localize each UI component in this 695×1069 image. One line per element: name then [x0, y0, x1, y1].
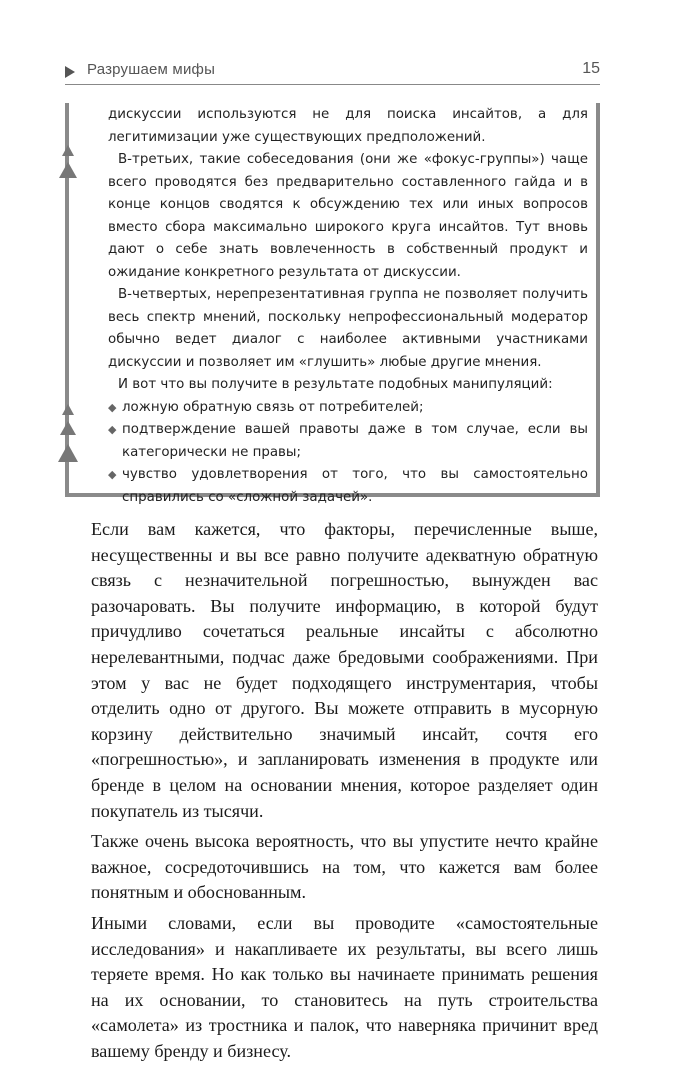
main-body-text	[91, 517, 598, 1069]
diamond-bullet-icon: ◆	[108, 400, 117, 414]
list-item	[108, 397, 588, 420]
box-paragraph: В-четвертых, нерепрезентативная группа не позволяет получить весь спектр мнений, поскольку непрофессиональный модератор обычно ведет диалог с наиболее активными участниками дискуссии и позволяет им «глушить» любые другие мнения.	[108, 287, 588, 370]
box-paragraph: И вот что вы получите в результате подобных манипуляций:	[118, 377, 553, 392]
triangle-icon	[62, 145, 74, 156]
box-paragraph: В-третьих, такие собеседования (они же «фокус-группы») чаще всего проводятся без предварительно составленного гайда и в конце концов сводятся к обсуждению тех или иных вопросов вместо сбора максимально широкого круга инсайтов. Тут вновь дают о себе знать вовлеченность в собственный продукт и ожидание конкретного результата от дискуссии.	[108, 152, 588, 280]
triangle-icon	[62, 404, 74, 415]
running-header	[65, 58, 600, 88]
box-bullet-list	[108, 397, 588, 510]
list-item-text: чувство удовлетворения от того, что вы самостоятельно справились со «сложной задачей».	[122, 467, 588, 505]
triangle-icon	[60, 421, 76, 435]
box-paragraph: дискуссии используются не для поиска инсайтов, а для легитимизации уже существующих предположений.	[108, 107, 588, 145]
list-item	[108, 464, 588, 509]
diamond-bullet-icon: ◆	[108, 468, 117, 481]
triangle-icon	[59, 162, 77, 178]
list-item-text: ложную обратную связь от потребителей;	[122, 399, 424, 415]
diamond-bullet-icon: ◆	[108, 423, 117, 436]
section-title: Разрушаем мифы	[87, 61, 216, 78]
page-number: 15	[582, 60, 600, 77]
body-paragraph: Если вам кажется, что факторы, перечисленные выше, несущественны и вы все равно получите адекватную обратную связь с незначительной погрешностью, вынужден вас разочаровать. Вы получите информацию, в которой будут причудливо сочетаться реальные инсайты с абсолютно нерелевантными, подчас даже бредовыми соображениями. При этом у вас не будет подходящего инструментария, чтобы отделить одно от другого. Вы можете отправить в мусорную корзину действительно значимый инсайт, сочтя его «погрешностью», и запланировать изменения в продукте или бренде в целом на основании мнения, которое разделяет один покупатель из тысячи.	[91, 519, 598, 821]
list-item-text: подтверждение вашей правоты даже в том случае, если вы категорически не правы;	[122, 422, 588, 460]
list-item	[108, 419, 588, 464]
sidebar-box-text	[108, 104, 588, 509]
body-paragraph: Иными словами, если вы проводите «самостоятельные исследования» и накапливаете их результаты, вы всего лишь теряете время. Но как только вы начинаете принимать решения на их основании, то становитесь на путь строительства «самолета» из тростника и палок, что наверняка причинит вред вашему бренду и бизнесу.	[91, 912, 598, 1061]
header-triangle-icon	[65, 66, 75, 78]
header-rule	[65, 84, 600, 85]
triangle-icon	[58, 444, 78, 462]
body-paragraph: Также очень высока вероятность, что вы упустите нечто крайне важное, сосредоточившись на том, что кажется вам более понятным и обоснованным.	[91, 831, 598, 903]
